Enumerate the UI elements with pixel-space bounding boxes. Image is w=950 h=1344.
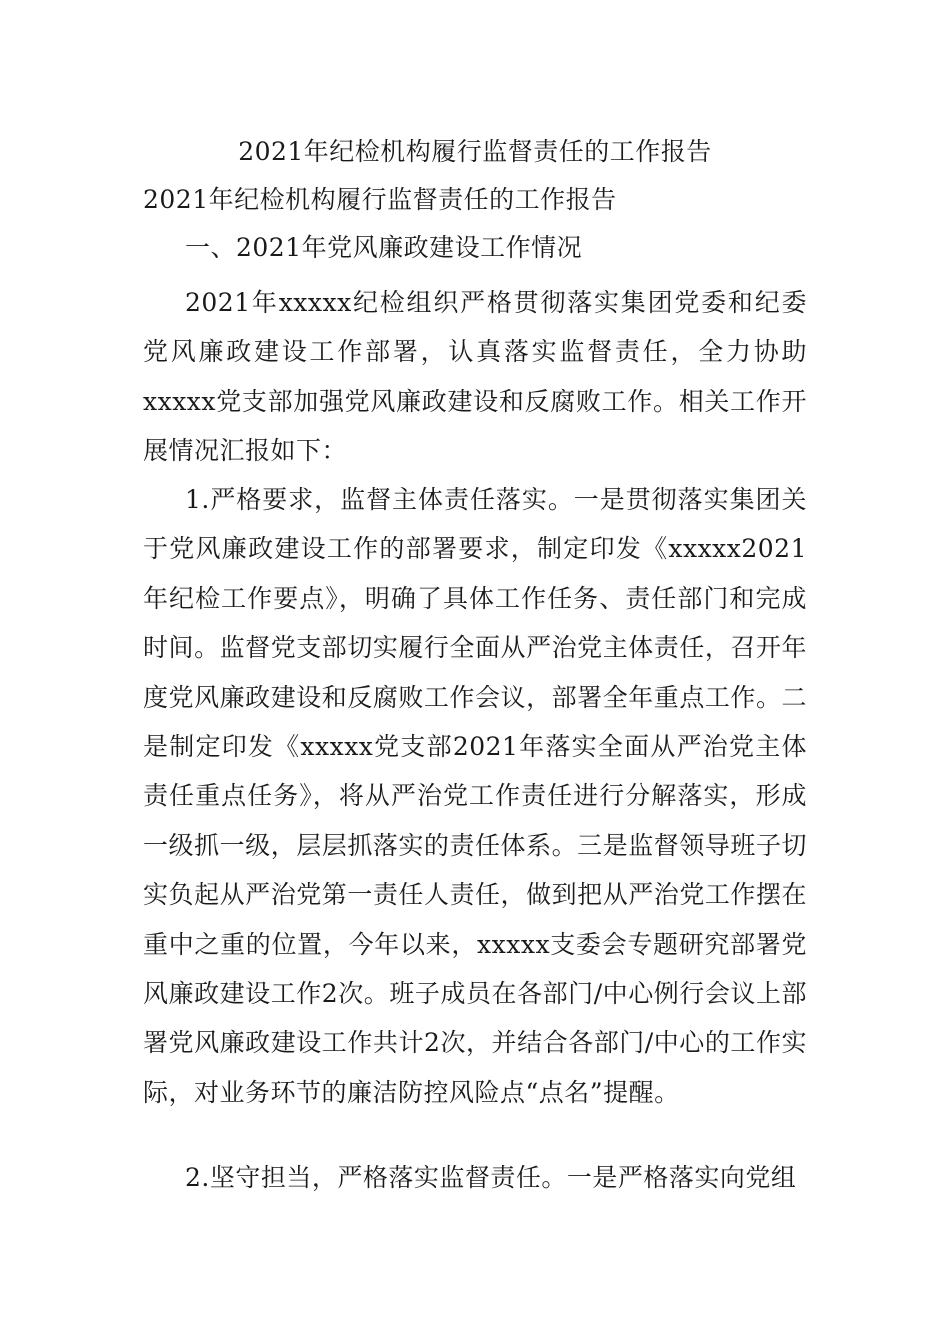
document-subtitle: 2021年纪检机构履行监督责任的工作报告 xyxy=(143,185,617,214)
section-heading: 一、2021年党风廉政建设工作情况 xyxy=(185,233,583,262)
document-title: 2021年纪检机构履行监督责任的工作报告 xyxy=(238,137,712,166)
paragraph-item-2: 2.坚守担当，严格落实监督责任。一是严格落实向党组 xyxy=(185,1163,797,1192)
paragraph-item-1: 1.严格要求，监督主体责任落实。一是贯彻落实集团关于党风廉政建设工作的部署要求，制定印发《xxxxx2021年纪检工作要点》，明确了具体工作任务、责任部门和完成时间。监督党支部切实履行全面从严治党主体责任，召开年度党风廉政建设和反腐败工作会议，部署全年重点工作。二是制定印发《xxxxx党支部2021年落实全面从严治党主体责任重点任务》，将从严治党工作责任进行分解落实，形成一级抓一级，层层抓落实的责任体系。三是监督领导班子切实负起从严治党第一责任人责任，做到把从严治党工作摆在重中之重的位置，今年以来，xxxxx支委会专题研究部署党风廉政建设工作2次。班子成员在各部门/中心例行会议上部署党风廉政建设工作共计2次，并结合各部门/中心的工作实际，对业务环节的廉洁防控风险点“点名”提醒。 xyxy=(143,485,807,1107)
paragraph-intro: 2021年xxxxx纪检组织严格贯彻落实集团党委和纪委党风廉政建设工作部署，认真落实监督责任，全力协助xxxxx党支部加强党风廉政建设和反腐败工作。相关工作开展情况汇报如下： xyxy=(143,288,807,466)
